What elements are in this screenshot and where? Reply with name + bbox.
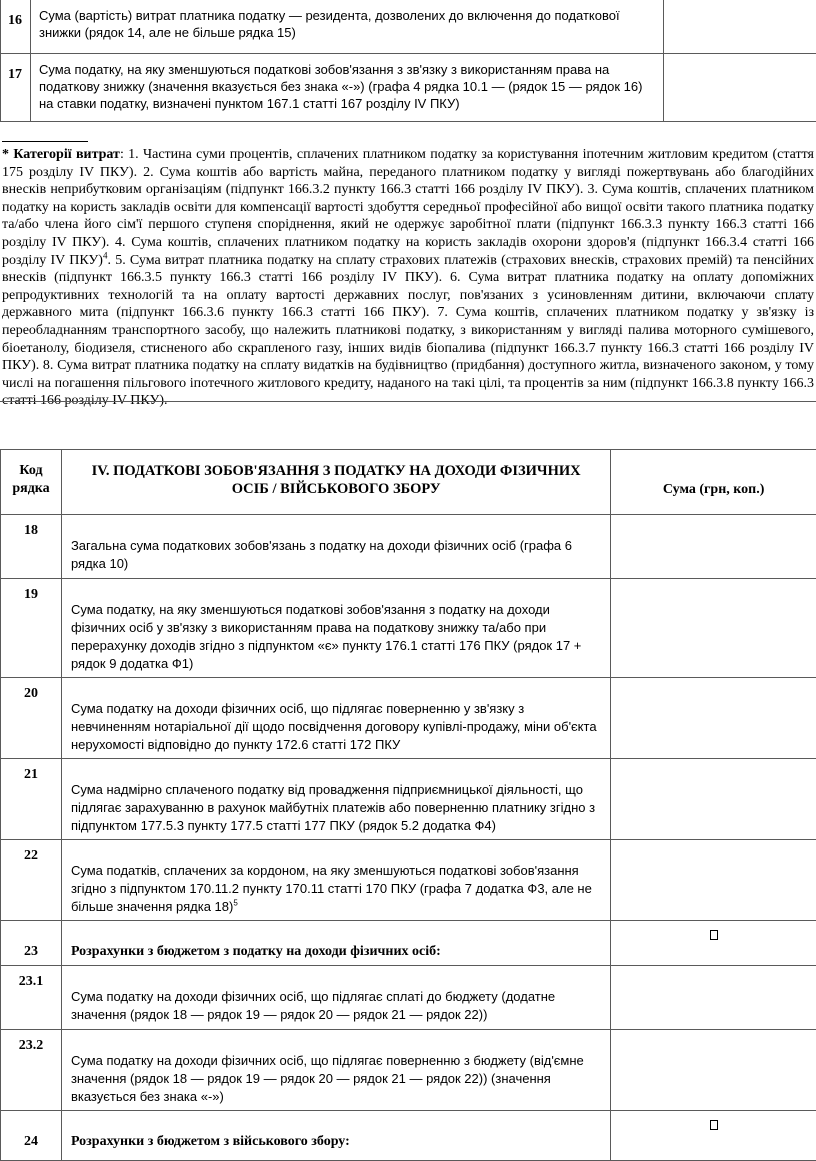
table-row (1, 921, 816, 966)
row-description: Сума податку на доходи фізичних осіб, що підлягає поверненню у зв'язку з невчиненням нотаріальної дії щодо посвідчення договору купівлі-продажу, міни об'єкта нерухомості відповідно до пункту 172.6 статті 172 ПКУ (61, 678, 610, 759)
amount-cell[interactable] (611, 1030, 816, 1111)
code-column-header: Код рядка (1, 450, 62, 515)
row-description: Розрахунки з бюджетом з військового збору: (61, 1111, 610, 1161)
footnote-marker: * (2, 147, 13, 162)
table-row (1, 579, 816, 678)
table-row (1, 0, 816, 53)
table-row (1, 515, 816, 579)
row-code: 16 (1, 0, 31, 53)
row-description: Сума надмірно сплаченого податку від провадження підприємницької діяльності, що підлягає зарахуванню в рахунок майбутніх платежів або поверненню платнику згідно з підпунктом 177.5.3 пункту 177.5 статті 177 ПКУ (рядок 5.2 додатка Ф4) (61, 759, 610, 840)
amount-cell[interactable] (611, 579, 816, 678)
footnote-reference: 5 (233, 899, 237, 908)
row-code: 23.2 (1, 1030, 62, 1111)
section-title: IV. ПОДАТКОВІ ЗОБОВ'ЯЗАННЯ З ПОДАТКУ НА ДОХОДИ ФІЗИЧНИХ ОСІБ / ВІЙСЬКОВОГО ЗБОРУ (61, 450, 610, 515)
row-code: 23 (1, 921, 62, 966)
row-code: 20 (1, 678, 62, 759)
row-description: Сума податку на доходи фізичних осіб, що підлягає сплаті до бюджету (додатне значення (рядок 18 — рядок 19 — рядок 20 — рядок 21 — рядок 22)) (61, 966, 610, 1030)
amount-cell[interactable] (611, 1111, 816, 1161)
footnote-reference: 4 (103, 250, 108, 260)
footnote-separator (2, 141, 88, 142)
checkbox-icon (710, 1120, 718, 1130)
row-description: Сума податку, на яку зменшуються податкові зобов'язання з податку на доходи фізичних осіб у зв'язку з використанням права на податкову знижку та/або при перерахунку доходів згідно з підпунктом «є» пункту 176.1 статті 176 ПКУ (рядок 17 + рядок 9 додатка Ф1) (61, 579, 610, 678)
row-code: 19 (1, 579, 62, 678)
footnote (2, 146, 814, 410)
row-description: Сума податку на доходи фізичних осіб, що підлягає поверненню з бюджету (від'ємне значення (рядок 18 — рядок 19 — рядок 20 — рядок 21 — рядок 22)) (значення вказується без знака «-») (61, 1030, 610, 1111)
row-code: 23.1 (1, 966, 62, 1030)
table-row (1, 1111, 816, 1161)
amount-cell[interactable] (611, 840, 816, 921)
table-row (1, 759, 816, 840)
divider (0, 401, 816, 402)
row-description: Сума податку, на яку зменшуються податкові зобов'язання з зв'язку з використанням права на податкову знижку (значення вказується без знака «-») (графа 4 рядка 10.1 — (рядок 15 — рядок 16) на ставки податку, визначені пунктом 167.1 статті 167 розділу IV ПКУ) (30, 53, 663, 121)
section-iv-table (0, 449, 816, 1161)
row-code: 18 (1, 515, 62, 579)
amount-cell[interactable] (611, 921, 816, 966)
amount-cell[interactable] (611, 678, 816, 759)
amount-cell[interactable] (611, 515, 816, 579)
row-description: Загальна сума податкових зобов'язань з податку на доходи фізичних осіб (графа 6 рядка 10) (61, 515, 610, 579)
table-row (1, 1030, 816, 1111)
row-description (61, 840, 610, 921)
row-description-text: Сума податків, сплачених за кордоном, на яку зменшуються податкові зобов'язання згідно з підпунктом 170.11.2 пункту 170.11 статті 170 ПКУ (графа 7 додатка Ф3, але не більше значення рядка 18) (71, 863, 592, 914)
row-code: 24 (1, 1111, 62, 1161)
table-header-row (1, 450, 816, 515)
table-row (1, 840, 816, 921)
footnote-text: : 1. Частина суми процентів, сплачених платником податку за користування іпотечним житловим кредитом (стаття 175 розділу IV ПКУ). 2. Сума коштів або вартість майна, переданого платником податку у вигляді пожертвувань або благодійних внесків неприбутковим організаціям (підпункт 166.3.2 пункту 166.3 статті 166 розділу IV ПКУ). 3. Сума коштів, сплачених платником податку на користь закладів освіти для компенсації вартості здобуття середньої професійної або вищої освіти такого платника податку та/або члена його сім'ї першого ступеня споріднення, який не одержує заробітної плати (підпункт 166.3.3 пункту 166.3 статті 166 розділу IV ПКУ). 4. Сума коштів, сплачених платником податку на користь закладів охорони здоров'я (підпункт 166.3.4 статті 166 розділу IV ПКУ) (2, 147, 814, 268)
row-description: Сума (вартість) витрат платника податку — резидента, дозволених до включення до податкової знижки (рядок 14, але не більше рядка 15) (30, 0, 663, 53)
row-code: 17 (1, 53, 31, 121)
table-row (1, 53, 816, 121)
amount-cell[interactable] (611, 759, 816, 840)
footnote-text: . 5. Сума витрат платника податку на сплату страхових платежів (страхових внесків, страхових премій) та пенсійних внесків (підпункт 166.3.5 пункту 166.3 статті 166 розділу IV ПКУ). 6. Сума витрат платника податку на оплату допоміжних репродуктивних технологій та на оплату вартості державних послуг, пов'язаних з усиновленням дитини, включаючи сплату державного мита (підпункт 166.3.6 пункту 166.3 статті 166 ПКУ). 7. Сума коштів, сплачених платником податку у зв'язку із переобладнанням транспортного засобу, що належить платникові податку, з використанням у вигляді палива моторного сумішевого, біоетанолу, біодизеля, стисненого або скрапленого газу, інших видів біопалива (підпункт 166.3.7 пункту 166.3 статті 166 розділу IV ПКУ). 8. Сума витрат платника податку на сплату видатків на будівництво (придбання) доступного житла, визначеного законом, у тому числі на погашення пільгового іпотечного житлового кредиту, наданого на такі цілі, та процентів за ним (підпункт 166.3.8 пункту 166.3 статті 166 розділу IV ПКУ). (2, 253, 814, 409)
amount-cell[interactable] (664, 53, 816, 121)
checkbox-icon (710, 930, 718, 940)
table-row (1, 678, 816, 759)
top-table (0, 0, 816, 122)
amount-column-header: Сума (грн, коп.) (611, 450, 816, 515)
row-description: Розрахунки з бюджетом з податку на доходи фізичних осіб: (61, 921, 610, 966)
amount-cell[interactable] (611, 966, 816, 1030)
row-code: 22 (1, 840, 62, 921)
amount-cell[interactable] (664, 0, 816, 53)
footnote-title: Категорії витрат (13, 147, 120, 162)
row-code: 21 (1, 759, 62, 840)
table-row (1, 966, 816, 1030)
